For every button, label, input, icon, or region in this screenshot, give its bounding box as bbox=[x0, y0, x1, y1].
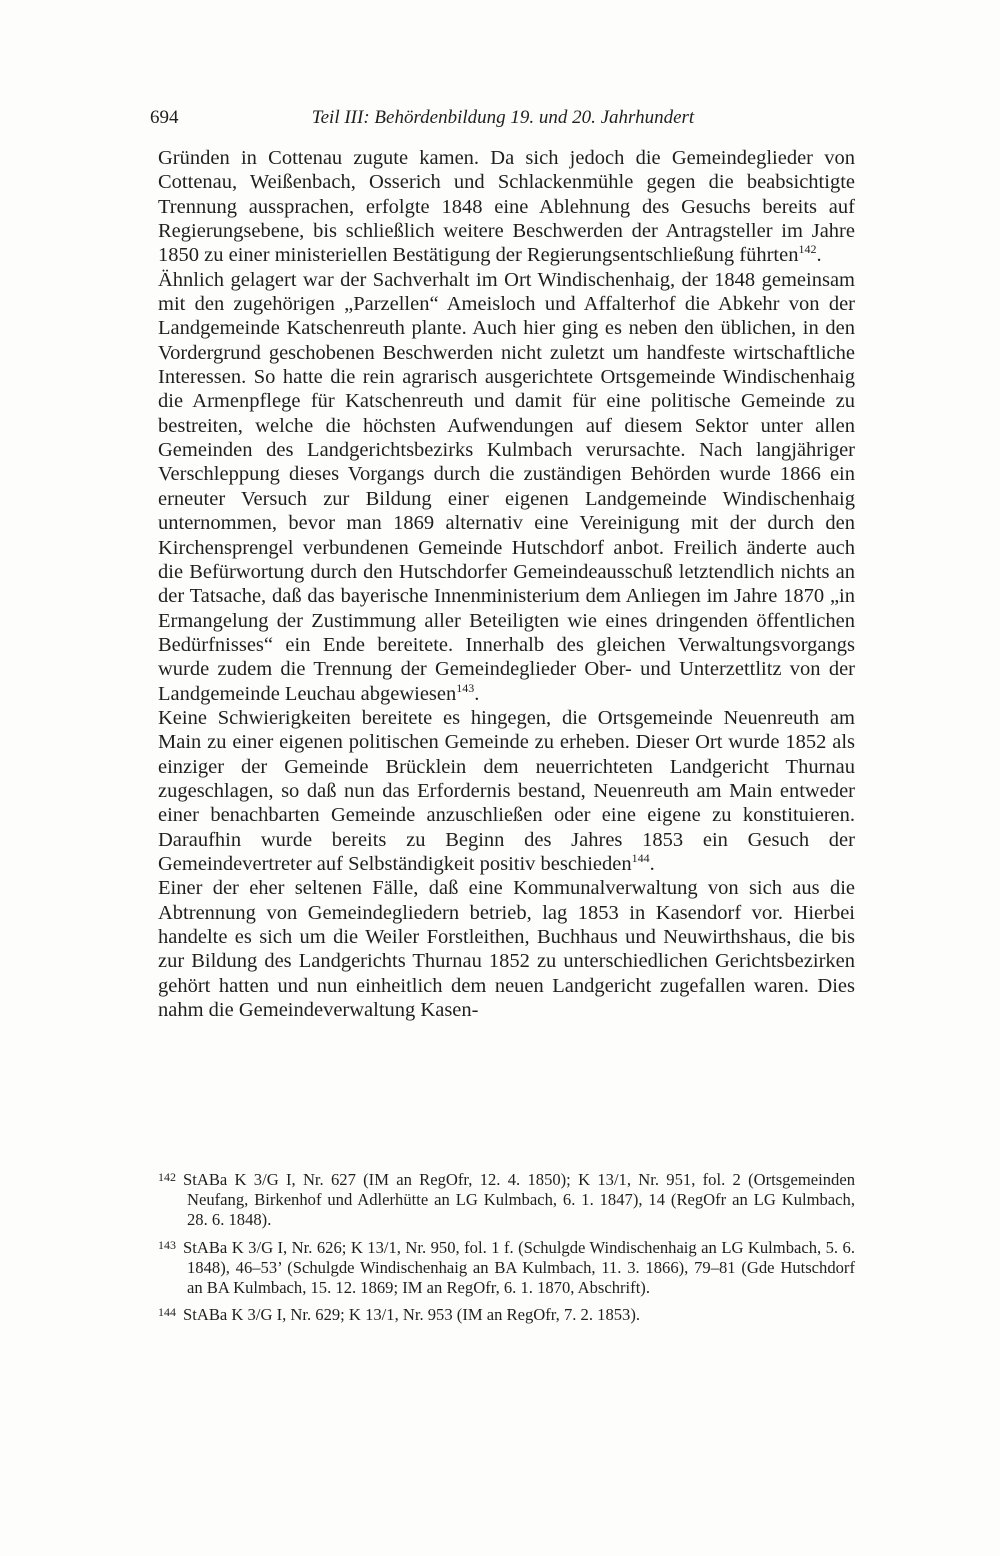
page-number: 694 bbox=[150, 107, 179, 128]
footnote bbox=[158, 1302, 855, 1325]
paragraph-end: . bbox=[474, 682, 480, 705]
paragraph bbox=[158, 268, 855, 706]
paragraph-text: Gründen in Cottenau zugute kamen. Da sich jedoch die Gemeindeglieder von Cottenau, Weißenbach, Osserich und Schlackenmühle gegen die beabsichtigte Trennung aussprachen, erfolgte 1848 eine Ablehnung des Gesuchs bereits auf Regierungsebene, bis schließlich weitere Beschwerden der Antragsteller im Jahre 1850 zu einer ministeriellen Bestätigung der Regierungsentschließung führten bbox=[158, 147, 855, 267]
footnote-text: StABa K 3/G I, Nr. 629; K 13/1, Nr. 953 (IM an RegOfr, 7. 2. 1853). bbox=[183, 1305, 641, 1325]
footnote-text: StABa K 3/G I, Nr. 627 (IM an RegOfr, 12. 4. 1850); K 13/1, Nr. 951, fol. 2 (Ortsgemeinden Neufang, Birkenhof und Adlerhütte an LG Kulmbach, 6. 1. 1847), 14 (RegOfr an LG Kulmbach, 28. 6. 1848). bbox=[183, 1170, 855, 1230]
body-text bbox=[158, 146, 855, 1022]
page-header bbox=[150, 107, 856, 137]
footnote-ref[interactable]: 142 bbox=[798, 242, 817, 257]
footnote-number: 143 bbox=[158, 1237, 176, 1252]
paragraph-end: . bbox=[816, 244, 822, 267]
footnote-ref[interactable]: 143 bbox=[456, 680, 475, 695]
footnote-text: StABa K 3/G I, Nr. 626; K 13/1, Nr. 950, fol. 1 f. (Schulgde Windischenhaig an LG Kulmbach, 5. 6. 1848), 46–53’ (Schulgde Windischenhaig an BA Kulmbach, 11. 3. 1866), 79–81 (Gde Hutschdorf an BA Kulmbach, 15. 12. 1869; IM an RegOfr, 6. 1. 1870, Abschrift). bbox=[183, 1237, 855, 1298]
footnote-number: 144 bbox=[158, 1305, 176, 1320]
footnote-ref[interactable]: 144 bbox=[631, 850, 650, 865]
paragraph bbox=[158, 146, 855, 268]
paragraph-text: Ähnlich gelagert war der Sachverhalt im Ort Windischenhaig, der 1848 gemeinsam mit den zugehörigen „Parzellen“ Ameisloch und Affalterhof die Abkehr von der Landgemeinde Katschenreuth plante. Auch hier ging es neben den üblichen, in den Vordergrund geschobenen Beschwerden nicht zuletzt um handfeste wirtschaftliche Interessen. So hatte die rein agrarisch ausgerichtete Ortsgemeinde Windischenhaig die Armenpflege für Katschenreuth und damit für eine politische Gemeinde zu bestreiten, welche die höchsten Aufwendungen auf diesem Sektor unter allen Gemeinden des Landgerichtsbezirks Kulmbach verursachte. Nach langjähriger Verschleppung dieses Vorgangs durch die zuständigen Behörden wurde 1866 ein erneuter Versuch zur Bildung einer eigenen Landgemeinde Windischenhaig unternommen, bevor man 1869 alternativ eine Vereinigung mit der durch den Kirchensprengel verbundenen Gemeinde Hutschdorf anbot. Freilich änderte auch die Befürwortung durch den Hutschdorfer Gemeindeausschuß letztendlich nichts an der Tatsache, daß das bayerische Innenministerium dem Anliegen im Jahre 1870 „in Ermangelung der Zustimmung aller Beteiligten wie eines dringenden öffentlichen Bedürfnisses“ ein Ende bereitete. Innerhalb des gleichen Verwaltungsvorgangs wurde zudem die Trennung der Gemeindeglieder Ober- und Unterzettlitz von der Landgemeinde Leuchau abgewiesen bbox=[158, 268, 855, 705]
footnotes bbox=[158, 1167, 855, 1329]
running-title: Teil III: Behördenbildung 19. und 20. Jahrhundert bbox=[311, 107, 695, 128]
paragraph bbox=[158, 876, 855, 1022]
paragraph-text: Keine Schwierigkeiten bereitete es hingegen, die Ortsgemeinde Neuenreuth am Main zu einer eigenen politischen Gemeinde zu erheben. Dieser Ort wurde 1852 als einziger der Gemeinde Brücklein dem neuerrichteten Landgericht Thurnau zugeschlagen, so daß nun das Erfordernis bestand, Neuenreuth am Main entweder einer benachbarten Gemeinde anzuschließen oder eine eigene zu konstituieren. Daraufhin wurde bereits zu Beginn des Jahres 1853 ein Gesuch der Gemeindevertreter auf Selbständigkeit positiv beschieden bbox=[158, 706, 855, 875]
paragraph bbox=[158, 706, 855, 876]
paragraph-text: Einer der eher seltenen Fälle, daß eine Kommunalverwaltung von sich aus die Abtrennung von Gemeindegliedern betrieb, lag 1853 in Kasendorf vor. Hierbei handelte es sich um die Weiler Forstleithen, Buchhaus und Neuwirthshaus, die bis zur Bildung des Landgerichts Thurnau 1852 zu unterschiedlichen Gerichtsbezirken gehört hatten und nun einheitlich dem neuen Landgericht zugefallen waren. Dies nahm die Gemeindeverwaltung Kasen- bbox=[158, 877, 855, 1022]
footnote bbox=[158, 1235, 855, 1299]
paragraph-end: . bbox=[649, 852, 655, 875]
footnote bbox=[158, 1167, 855, 1231]
footnote-number: 142 bbox=[158, 1170, 176, 1184]
